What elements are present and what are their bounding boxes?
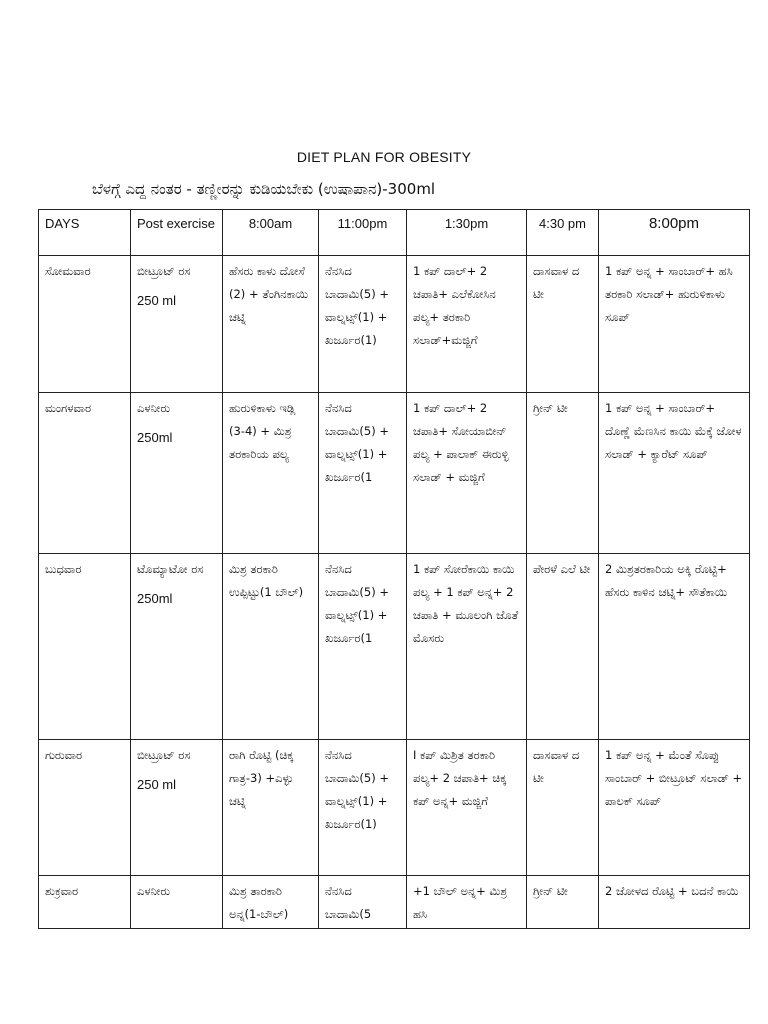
table-row [39, 393, 750, 554]
header-8pm: 8:00pm [599, 210, 750, 256]
document-title: DIET PLAN FOR OBESITY [296, 149, 472, 165]
meal-430-cell: ಪೇರಳೆ ಎಲೆ ಟೀ [527, 554, 599, 740]
meal-130-cell: +1 ಬೌಲ್ ಅನ್ನ+ ಮಿಶ್ರ ಹಸಿ [407, 876, 527, 929]
post-exercise-cell [131, 256, 223, 393]
post-quantity: 250 ml [137, 293, 177, 308]
meal-130-cell: I ಕಪ್ ಮಿಶ್ರಿತ ತರಕಾರಿ ಪಲ್ಯ+ 2 ಚಪಾತಿ+ ಚಿಕ್ಕ ಕಪ್ ಅನ್ನ+ ಮಜ್ಜಿಗೆ [407, 740, 527, 876]
day-cell: ಮಂಗಳವಾರ [39, 393, 131, 554]
day-cell: ಶುಕ್ರವಾರ [39, 876, 131, 929]
post-drink: ಎಳನೀರು [137, 884, 171, 898]
meal-11-cell: ನೆನಸಿದ ಬಾದಾಮಿ(5) + ವಾಲ್ನಟ್ಸ್(1) + ಖರ್ಜೂರ(1 [319, 393, 407, 554]
meal-8am-cell: ಮಿಶ್ರ ತಾರಕಾರಿ ಅನ್ನ(1-ಬೌಲ್) [223, 876, 319, 929]
meal-8pm-cell: 1 ಕಪ್ ಅನ್ನ + ಸಾಂಬಾರ್+ ಹಸಿ ತರಕಾರಿ ಸಲಾಡ್+ ಹುರುಳಿಕಾಳು ಸೂಪ್ [599, 256, 750, 393]
post-quantity: 250ml [137, 591, 173, 606]
post-drink: ಬೀಟ್ರೂಟ್ ರಸ [137, 264, 191, 278]
morning-instruction: ಬೆಳಗ್ಗೆ ಎದ್ದ ನಂತರ - ತಣ್ಣೀರನ್ನು ಕುಡಿಯಬೇಕು (ಉಷಾಪಾನ)-300ml [92, 180, 436, 198]
header-11pm: 11:00pm [319, 210, 407, 256]
meal-430-cell: ದಾಸವಾಳ ದ ಟೀ [527, 740, 599, 876]
meal-8pm-cell: 1 ಕಪ್ ಅನ್ನ + ಸಾಂಬಾರ್+ ದೊಣ್ಣೆ ಮೆಣಸಿನ ಕಾಯಿ ಮೆಕ್ಕೆ ಜೋಳ ಸಲಾಡ್ + ಕ್ಯಾರೆಟ್ ಸೂಪ್ [599, 393, 750, 554]
meal-130-cell: 1 ಕಪ್ ದಾಲ್+ 2 ಚಪಾತಿ+ ಸೋಯಾಬೀನ್ ಪಲ್ಯ + ಪಾಲಾಕ್ ಈರುಳ್ಳಿ ಸಲಾಡ್ + ಮಜ್ಜಿಗೆ [407, 393, 527, 554]
meal-8am-cell: ಮಿಶ್ರ ತರಕಾರಿ ಉಪ್ಪಿಟ್ಟು(1 ಬೌಲ್) [223, 554, 319, 740]
meal-11-cell: ನೆನಸಿದ ಬಾದಾಮಿ(5) + ವಾಲ್ನಟ್ಸ್(1) + ಖರ್ಜೂರ(1) [319, 256, 407, 393]
post-drink: ಬೀಟ್ರೂಟ್ ರಸ [137, 748, 191, 762]
meal-130-cell: 1 ಕಪ್ ದಾಲ್+ 2 ಚಪಾತಿ+ ಎಲೆಕೋಸಿನ ಪಲ್ಯ+ ತರಕಾರಿ ಸಲಾಡ್+ಮಜ್ಜಿಗೆ [407, 256, 527, 393]
header-days: DAYS [39, 210, 131, 256]
day-cell: ಸೋಮವಾರ [39, 256, 131, 393]
day-cell: ಗುರುವಾರ [39, 740, 131, 876]
meal-8am-cell: ಹುರುಳಿಕಾಳು ಇಡ್ಲಿ (3-4) + ಮಿಶ್ರ ತರಕಾರಿಯ ಪಲ್ಯ [223, 393, 319, 554]
meal-8am-cell: ರಾಗಿ ರೊಟ್ಟಿ (ಚಿಕ್ಕ ಗಾತ್ರ-3) +ಎಳ್ಳು ಚಟ್ನಿ [223, 740, 319, 876]
post-exercise-cell [131, 740, 223, 876]
post-drink: ಎಳನೀರು [137, 401, 171, 415]
post-quantity: 250 ml [137, 777, 177, 792]
table-row [39, 256, 750, 393]
meal-430-cell: ಗ್ರೀನ್ ಟೀ [527, 393, 599, 554]
post-quantity: 250ml [137, 430, 173, 445]
meal-8pm-cell: 2 ಮಿಶ್ರತರಕಾರಿಯ ಅಕ್ಕಿ ರೊಟ್ಟಿ+ ಹೆಸರು ಕಾಳಿನ ಚಟ್ನಿ+ ಸೌತೆಕಾಯಿ [599, 554, 750, 740]
post-exercise-cell [131, 876, 223, 929]
table-row [39, 740, 750, 876]
diet-plan-table [38, 209, 750, 929]
meal-430-cell: ಗ್ರೀನ್ ಟೀ [527, 876, 599, 929]
meal-130-cell: 1 ಕಪ್ ಸೋರೆಕಾಯಿ ಕಾಯಿ ಪಲ್ಯ + 1 ಕಪ್ ಅನ್ನ+ 2 ಚಪಾತಿ + ಮೂಲಂಗಿ ಜೊತೆ ಮೊಸರು [407, 554, 527, 740]
meal-11-cell: ನೆನಸಿದ ಬಾದಾಮಿ(5) + ವಾಲ್ನಟ್ಸ್(1) + ಖರ್ಜೂರ(1 [319, 554, 407, 740]
meal-11-cell: ನೆನಸಿದ ಬಾದಾಮಿ(5 [319, 876, 407, 929]
day-cell: ಬುಧವಾರ [39, 554, 131, 740]
header-430pm: 4:30 pm [527, 210, 599, 256]
meal-8pm-cell: 2 ಜೋಳದ ರೊಟ್ಟಿ + ಬದನೆ ಕಾಯಿ [599, 876, 750, 929]
meal-8am-cell: ಹೆಸರು ಕಾಳು ದೋಸೆ (2) + ತೆಂಗಿನಕಾಯಿ ಚಟ್ನಿ [223, 256, 319, 393]
post-exercise-cell [131, 393, 223, 554]
meal-430-cell: ದಾಸವಾಳ ದ ಟೀ [527, 256, 599, 393]
meal-11-cell: ನೆನಸಿದ ಬಾದಾಮಿ(5) + ವಾಲ್ನಟ್ಸ್(1) + ಖರ್ಜೂರ(1) [319, 740, 407, 876]
header-8am: 8:00am [223, 210, 319, 256]
header-130pm: 1:30pm [407, 210, 527, 256]
header-post-exercise: Post exercise [131, 210, 223, 256]
table-row [39, 554, 750, 740]
post-exercise-cell [131, 554, 223, 740]
meal-8pm-cell: 1 ಕಪ್ ಅನ್ನ + ಮೆಂತೆ ಸೊಪ್ಪು ಸಾಂಬಾರ್ + ಬೀಟ್ರೂಟ್ ಸಲಾಡ್ + ಪಾಲಕ್ ಸೂಪ್ [599, 740, 750, 876]
table-row [39, 876, 750, 929]
post-drink: ಟೊಮ್ಯಾಟೋ ರಸ [137, 562, 204, 576]
table-header-row [39, 210, 750, 256]
